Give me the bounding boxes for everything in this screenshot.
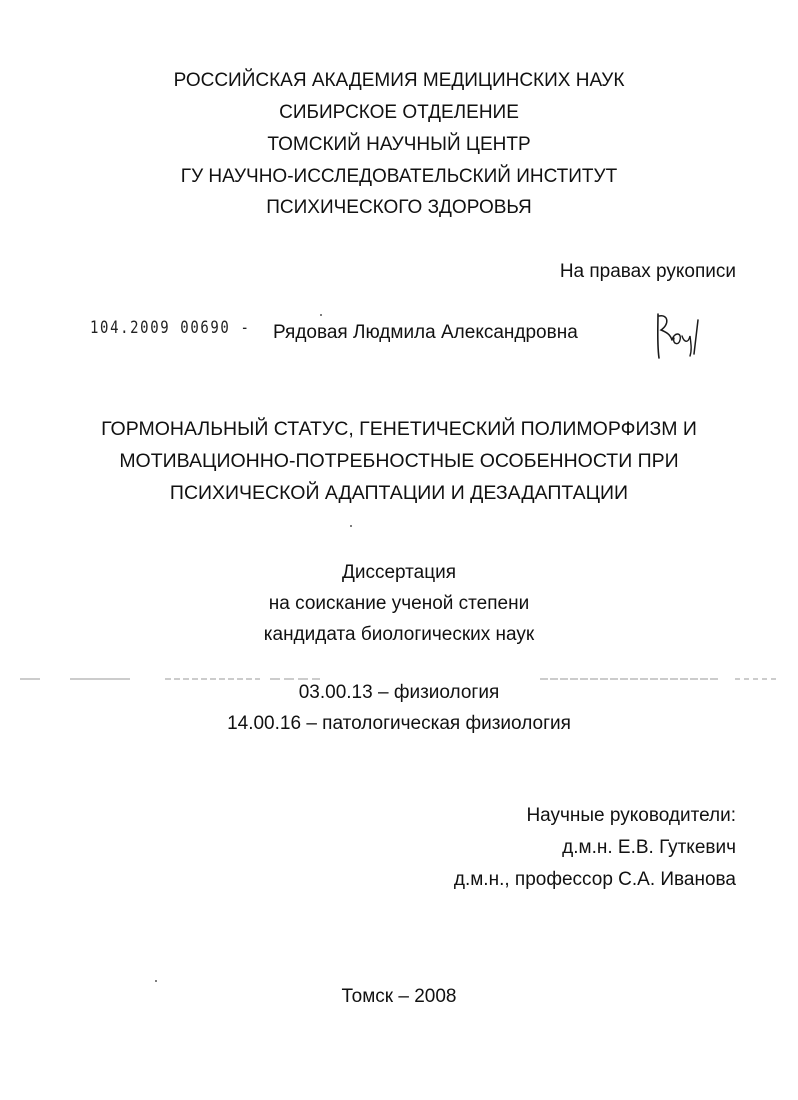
author-signature (650, 306, 710, 362)
supervisor-ivanova: д.м.н., профессор С.А. Иванова (453, 869, 736, 890)
scan-speck (350, 525, 352, 527)
place-and-year: Томск – 2008 (341, 986, 457, 1007)
archive-stamp-number: 104.2009 00690 - (90, 318, 251, 338)
degree-line-seeking: на соискание ученой степени (268, 593, 530, 614)
scan-speck (155, 980, 157, 982)
header-line-institute-name: ПСИХИЧЕСКОГО ЗДОРОВЬЯ (266, 197, 532, 218)
title-line-2: МОТИВАЦИОННО-ПОТРЕБНОСТНЫЕ ОСОБЕННОСТИ ПРИ (119, 450, 679, 472)
degree-line-candidate: кандидата биологических наук (263, 624, 535, 645)
header-line-institute: ГУ НАУЧНО-ИССЛЕДОВАТЕЛЬСКИЙ ИНСТИТУТ (180, 166, 618, 187)
scan-speck (320, 314, 322, 316)
title-line-1: ГОРМОНАЛЬНЫЙ СТАТУС, ГЕНЕТИЧЕСКИЙ ПОЛИМОРФИЗМ И (101, 418, 697, 440)
header-line-branch: СИБИРСКОЕ ОТДЕЛЕНИЕ (279, 102, 519, 123)
title-line-3: ПСИХИЧЕСКОЙ АДАПТАЦИИ И ДЕЗАДАПТАЦИИ (169, 482, 629, 504)
specialty-pathological-physiology: 14.00.16 – патологическая физиология (227, 713, 571, 734)
author-name: Рядовая Людмила Александровна (273, 322, 578, 343)
specialty-physiology: 03.00.13 – физиология (298, 682, 500, 703)
manuscript-rights-note: На правах рукописи (559, 261, 736, 282)
header-line-center: ТОМСКИЙ НАУЧНЫЙ ЦЕНТР (267, 134, 531, 155)
degree-line-dissertation: Диссертация (341, 562, 457, 583)
supervisor-gutkevich: д.м.н. Е.В. Гуткевич (562, 837, 736, 858)
header-line-academy: РОССИЙСКАЯ АКАДЕМИЯ МЕДИЦИНСКИХ НАУК (173, 70, 625, 91)
supervisors-heading: Научные руководители: (526, 805, 736, 826)
